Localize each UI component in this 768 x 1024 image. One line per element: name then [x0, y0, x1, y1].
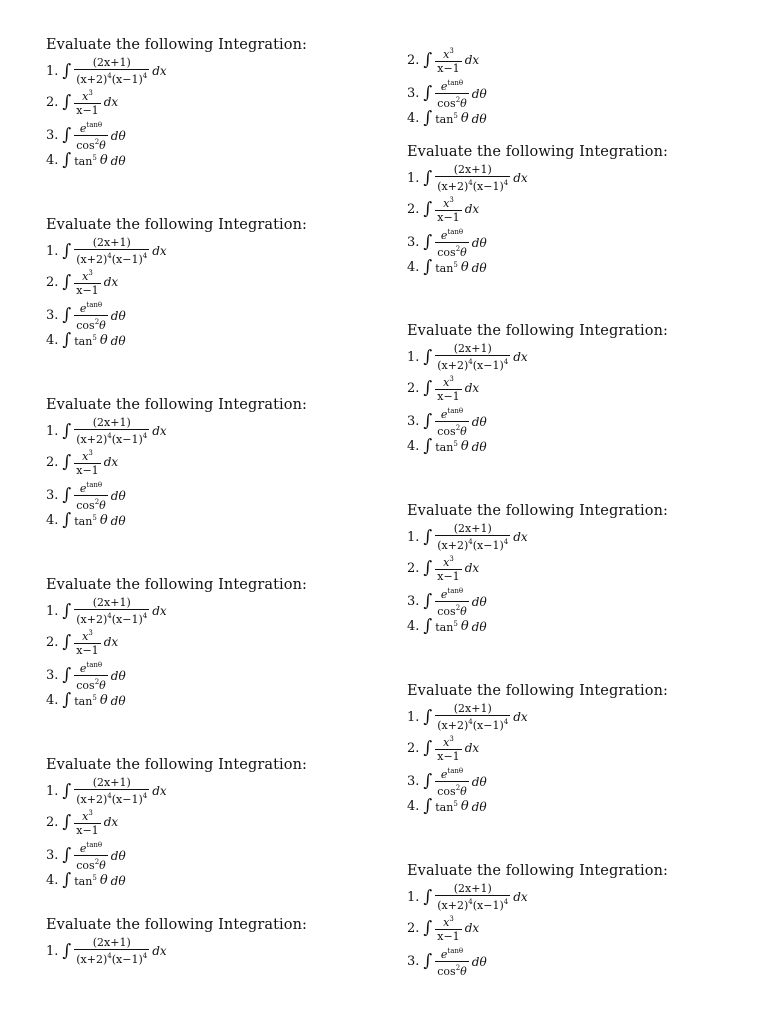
problem-1: 1. ∫ $\frac{(2x+1)}{(x+2)^4(x-1)^4}$ dx: [46, 236, 167, 266]
section-heading: Evaluate the following Integration:: [407, 503, 669, 519]
problem-4: 4. ∫ $\tan^5$ θ dθ: [46, 150, 126, 170]
problem-1: 1. ∫ $\frac{(2x+1)}{(x+2)^4(x-1)^4}$ dx: [407, 702, 528, 732]
problem-3: 3. ∫ $\frac{e^{tan\theta}}{\cos^2\theta}$ dθ: [407, 767, 487, 798]
problem-2: 2. ∫ $\frac{x^3}{x-1}$ dx: [407, 196, 480, 224]
problem-1: 1. ∫ $\frac{(2x+1)}{(x+2)^4(x-1)^4}$ dx: [46, 56, 167, 86]
section-heading: Evaluate the following Integration:: [407, 683, 669, 699]
problem-3: 3. ∫ $\frac{e^{tan\theta}}{\cos^2\theta}$ dθ: [407, 947, 487, 978]
section-heading: Evaluate the following Integration:: [46, 397, 308, 413]
problem-4: 4. ∫ $\tan^5$ θ dθ: [407, 257, 487, 277]
problem-1: 1. ∫ $\frac{(2x+1)}{(x+2)^4(x-1)^4}$ dx: [46, 416, 167, 446]
problem-2: 2. ∫ $\frac{x^3}{x-1}$ dx: [407, 915, 480, 943]
section-heading: Evaluate the following Integration:: [46, 757, 308, 773]
section-heading: Evaluate the following Integration:: [46, 577, 308, 593]
problem-2: 2. ∫ $\frac{x^3}{x-1}$ dx: [46, 629, 119, 657]
section-heading: Evaluate the following Integration:: [46, 217, 308, 233]
problem-4: 4. ∫ $\tan^5$ θ dθ: [407, 616, 487, 636]
problem-2: 2. ∫ $\frac{x^3}{x-1}$ dx: [407, 375, 480, 403]
problem-3: 3. ∫ $\frac{e^{tan\theta}}{\cos^2\theta}$ dθ: [407, 79, 487, 110]
problem-2: 2. ∫ $\frac{x^3}{x-1}$ dx: [46, 89, 119, 117]
problem-4: 4. ∫ $\tan^5$ θ dθ: [407, 436, 487, 456]
problem-2: 2. ∫ $\frac{x^3}{x-1}$ dx: [46, 449, 119, 477]
problem-4: 4. ∫ $\tan^5$ θ dθ: [407, 796, 487, 816]
problem-3: 3. ∫ $\frac{e^{tan\theta}}{\cos^2\theta}$ dθ: [46, 661, 126, 692]
problem-4: 4. ∫ $\tan^5$ θ dθ: [46, 690, 126, 710]
problem-2: 2. ∫ $\frac{x^3}{x-1}$ dx: [407, 47, 480, 75]
problem-4: 4. ∫ $\tan^5$ θ dθ: [46, 330, 126, 350]
problem-1: 1. ∫ $\frac{(2x+1)}{(x+2)^4(x-1)^4}$ dx: [46, 596, 167, 626]
problem-4: 4. ∫ $\tan^5$ θ dθ: [407, 108, 487, 128]
problem-1: 1. ∫ $\frac{(2x+1)}{(x+2)^4(x-1)^4}$ dx: [407, 522, 528, 552]
section-heading: Evaluate the following Integration:: [407, 144, 669, 160]
section-heading: Evaluate the following Integration:: [407, 863, 669, 879]
problem-3: 3. ∫ $\frac{e^{tan\theta}}{\cos^2\theta}$ dθ: [46, 121, 126, 152]
problem-3: 3. ∫ $\frac{e^{tan\theta}}{\cos^2\theta}$ dθ: [407, 587, 487, 618]
section-heading: Evaluate the following Integration:: [407, 323, 669, 339]
problem-1: 1. ∫ $\frac{(2x+1)}{(x+2)^4(x-1)^4}$ dx: [46, 936, 167, 966]
problem-2: 2. ∫ $\frac{x^3}{x-1}$ dx: [46, 809, 119, 837]
problem-1: 1. ∫ $\frac{(2x+1)}{(x+2)^4(x-1)^4}$ dx: [407, 342, 528, 372]
problem-4: 4. ∫ $\tan^5$ θ dθ: [46, 510, 126, 530]
problem-2: 2. ∫ $\frac{x^3}{x-1}$ dx: [46, 269, 119, 297]
problem-3: 3. ∫ $\frac{e^{tan\theta}}{\cos^2\theta}$ dθ: [46, 841, 126, 872]
section-heading: Evaluate the following Integration:: [46, 917, 308, 933]
problem-1: 1. ∫ $\frac{(2x+1)}{(x+2)^4(x-1)^4}$ dx: [407, 882, 528, 912]
problem-3: 3. ∫ $\frac{e^{tan\theta}}{\cos^2\theta}$ dθ: [407, 228, 487, 259]
problem-2: 2. ∫ $\frac{x^3}{x-1}$ dx: [407, 735, 480, 763]
problem-2: 2. ∫ $\frac{x^3}{x-1}$ dx: [407, 555, 480, 583]
problem-3: 3. ∫ $\frac{e^{tan\theta}}{\cos^2\theta}$ dθ: [46, 301, 126, 332]
problem-4: 4. ∫ $\tan^5$ θ dθ: [46, 870, 126, 890]
problem-1: 1. ∫ $\frac{(2x+1)}{(x+2)^4(x-1)^4}$ dx: [46, 776, 167, 806]
problem-1: 1. ∫ $\frac{(2x+1)}{(x+2)^4(x-1)^4}$ dx: [407, 163, 528, 193]
section-heading: Evaluate the following Integration:: [46, 37, 308, 53]
problem-3: 3. ∫ $\frac{e^{tan\theta}}{\cos^2\theta}$ dθ: [407, 407, 487, 438]
problem-3: 3. ∫ $\frac{e^{tan\theta}}{\cos^2\theta}$ dθ: [46, 481, 126, 512]
